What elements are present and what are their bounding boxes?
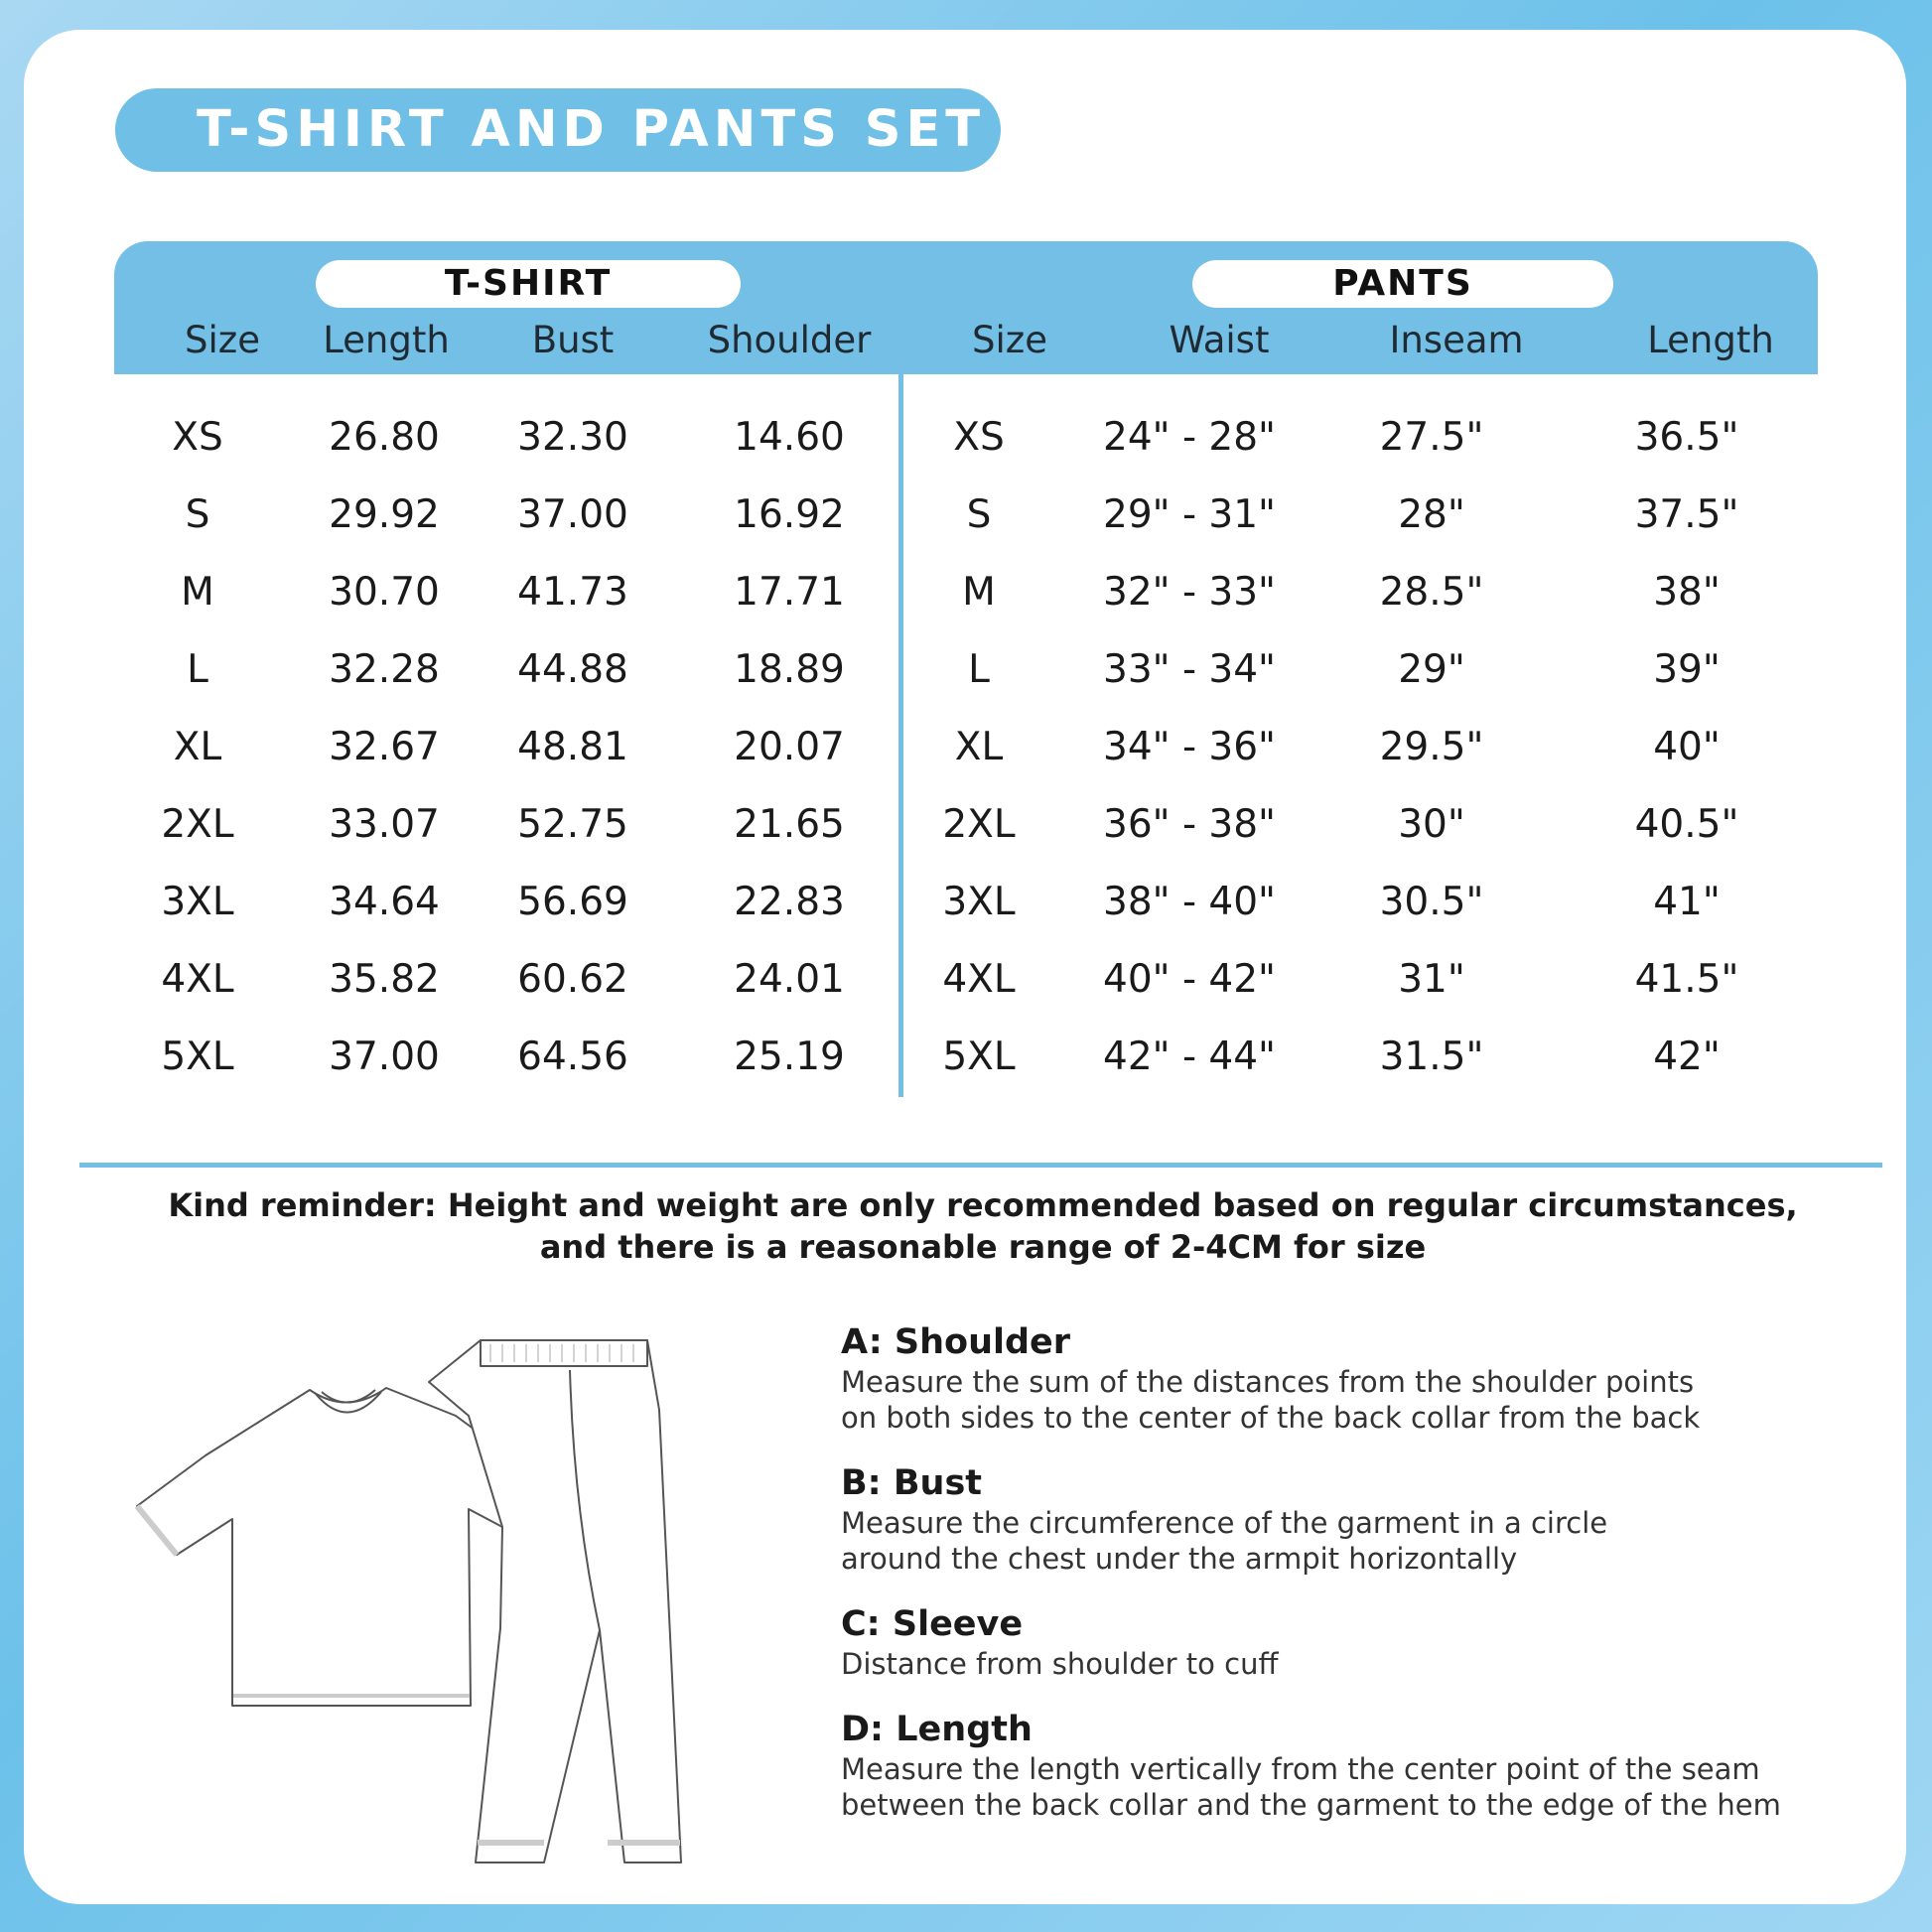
pants-cell-length: 39" [1653,647,1721,692]
pants-cell-waist: 32" - 33" [1103,570,1276,615]
tshirt-cell-length: 32.28 [329,647,440,692]
tshirt-cell-shoulder: 18.89 [734,647,845,692]
tshirt-cell-length: 29.92 [329,492,440,537]
pants-cell-size: 2XL [942,802,1016,847]
tshirt-col-length: Length [323,319,450,361]
definition-title: D: Length [841,1710,1033,1749]
tshirt-cell-size: 3XL [161,880,234,924]
pants-cell-length: 36.5" [1634,415,1739,460]
definition-shoulder [841,1320,1863,1436]
definition-length [841,1708,1863,1823]
garment-illustration [133,1311,749,1866]
tshirt-cell-bust: 37.00 [517,492,628,537]
tshirt-cell-length: 33.07 [329,802,440,847]
tshirt-cell-size: XS [172,415,223,460]
tshirt-cell-bust: 64.56 [517,1035,628,1079]
size-chart-card [24,30,1906,1904]
pants-cell-size: S [966,492,992,537]
pants-cell-size: M [962,570,996,615]
pants-cell-length: 41" [1653,880,1721,924]
pants-cell-inseam: 30" [1398,802,1465,847]
tshirt-cell-bust: 52.75 [517,802,628,847]
definition-text: Measure the length vertically from the center point of the seam [841,1752,1760,1786]
tshirt-cell-bust: 41.73 [517,570,628,615]
tshirt-cell-shoulder: 24.01 [734,957,845,1002]
pants-cell-size: L [968,647,990,692]
pants-cell-length: 42" [1653,1035,1721,1079]
tshirt-cell-shoulder: 14.60 [734,415,845,460]
pants-cell-waist: 36" - 38" [1103,802,1276,847]
pants-cell-length: 37.5" [1634,492,1739,537]
tshirt-cell-size: L [187,647,208,692]
pants-cell-waist: 24" - 28" [1103,415,1276,460]
pants-group-label: PANTS [1192,260,1613,308]
definition-text: Distance from shoulder to cuff [841,1647,1279,1681]
pants-cell-inseam: 28" [1398,492,1465,537]
tshirt-cell-size: S [185,492,210,537]
pants-cell-length: 41.5" [1634,957,1739,1002]
tshirt-cell-size: 5XL [161,1035,234,1079]
tshirt-cell-length: 34.64 [329,880,440,924]
definition-sleeve [841,1602,1863,1682]
tshirt-cell-bust: 56.69 [517,880,628,924]
tshirt-cell-size: M [181,570,214,615]
section-divider [79,1163,1882,1168]
tshirt-cell-shoulder: 25.19 [734,1035,845,1079]
tshirt-cell-bust: 44.88 [517,647,628,692]
tshirt-cell-length: 32.67 [329,725,440,769]
pants-col-size: Size [972,319,1047,361]
definition-text: Measure the circumference of the garment in a circle [841,1506,1608,1540]
tshirt-cell-bust: 60.62 [517,957,628,1002]
definition-text: around the chest under the armpit horizontally [841,1542,1518,1576]
pants-cell-size: 4XL [942,957,1016,1002]
definition-bust [841,1461,1863,1577]
reminder-line-2: and there is a reasonable range of 2-4CM for size [539,1228,1427,1266]
pants-cell-size: 5XL [942,1035,1016,1079]
tshirt-cell-shoulder: 20.07 [734,725,845,769]
tshirt-group-label: T-SHIRT [316,260,741,308]
tshirt-cell-size: XL [173,725,222,769]
tshirt-cell-length: 30.70 [329,570,440,615]
pants-cell-inseam: 27.5" [1379,415,1484,460]
definition-title: A: Shoulder [841,1322,1071,1362]
tshirt-cell-bust: 48.81 [517,725,628,769]
definition-text: between the back collar and the garment to the edge of the hem [841,1788,1781,1822]
tshirt-col-shoulder: Shoulder [707,319,872,361]
table-header [114,241,1818,374]
pants-col-waist: Waist [1169,319,1270,361]
pants-cell-length: 38" [1653,570,1721,615]
pants-cell-size: 3XL [942,880,1016,924]
pants-cell-inseam: 29" [1398,647,1465,692]
tshirt-cell-length: 35.82 [329,957,440,1002]
tshirt-cell-shoulder: 16.92 [734,492,845,537]
tshirt-cell-shoulder: 22.83 [734,880,845,924]
tshirt-cell-size: 2XL [161,802,234,847]
tshirt-cell-shoulder: 17.71 [734,570,845,615]
tshirt-cell-bust: 32.30 [517,415,628,460]
pants-cell-inseam: 31" [1398,957,1465,1002]
page-title: T-SHIRT AND PANTS SET [115,88,1001,172]
measurement-definitions [841,1320,1863,1849]
tshirt-cell-size: 4XL [161,957,234,1002]
pants-cell-size: XL [954,725,1004,769]
definition-title: B: Bust [841,1463,983,1503]
kind-reminder [83,1184,1882,1268]
pants-cell-waist: 34" - 36" [1103,725,1276,769]
pants-cell-waist: 42" - 44" [1103,1035,1276,1079]
pants-cell-length: 40" [1653,725,1721,769]
pants-cell-waist: 40" - 42" [1103,957,1276,1002]
pants-cell-waist: 33" - 34" [1103,647,1276,692]
pants-col-length: Length [1647,319,1774,361]
definition-text: Measure the sum of the distances from the shoulder points [841,1365,1695,1399]
tshirt-cell-length: 26.80 [329,415,440,460]
definition-text: on both sides to the center of the back collar from the back [841,1401,1701,1435]
reminder-line-1: Kind reminder: Height and weight are only recommended based on regular circumstances, [168,1186,1798,1224]
tshirt-cell-length: 37.00 [329,1035,440,1079]
pants-cell-waist: 38" - 40" [1103,880,1276,924]
pants-col-inseam: Inseam [1389,319,1524,361]
pants-cell-waist: 29" - 31" [1103,492,1276,537]
tshirt-col-bust: Bust [531,319,615,361]
pants-cell-inseam: 29.5" [1379,725,1484,769]
tshirt-col-size: Size [185,319,260,361]
pants-cell-inseam: 31.5" [1379,1035,1484,1079]
pants-cell-size: XS [953,415,1005,460]
definition-title: C: Sleeve [841,1604,1024,1644]
pants-cell-inseam: 30.5" [1379,880,1484,924]
pants-cell-length: 40.5" [1634,802,1739,847]
pants-cell-inseam: 28.5" [1379,570,1484,615]
tshirt-cell-shoulder: 21.65 [734,802,845,847]
